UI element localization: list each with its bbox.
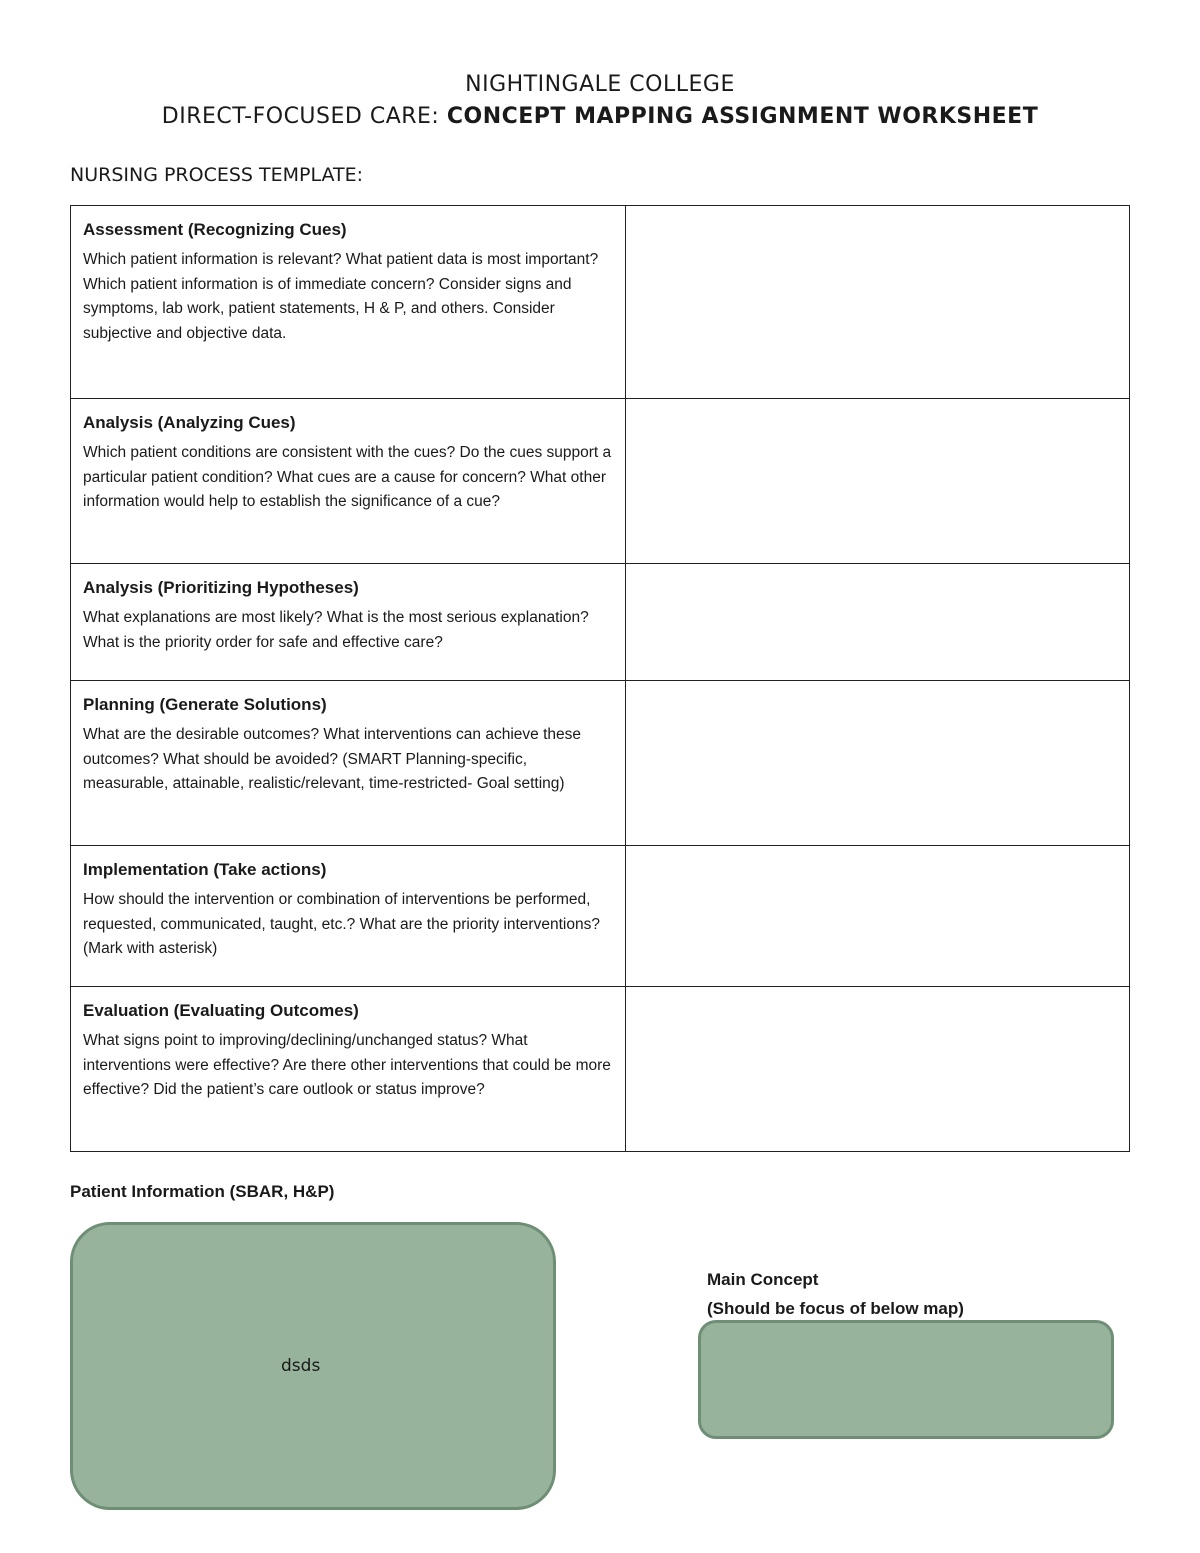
section-heading: Analysis (Prioritizing Hypotheses) <box>83 578 359 597</box>
main-concept-label <box>707 1265 964 1323</box>
table-row <box>71 987 1130 1152</box>
patient-info-content: dsds <box>281 1356 321 1376</box>
section-prompt: How should the intervention or combination of interventions be performed, requested, communicated, taught, etc.? What are the priority interventions? (Mark with asterisk) <box>83 891 600 957</box>
patient-info-label: Patient Information (SBAR, H&P) <box>70 1182 335 1201</box>
nursing-process-table <box>70 205 1130 1152</box>
answer-cell[interactable] <box>626 681 1130 846</box>
section-heading: Assessment (Recognizing Cues) <box>83 220 347 239</box>
main-concept-title: Main Concept <box>707 1270 819 1289</box>
question-cell <box>71 987 626 1152</box>
section-heading: Planning (Generate Solutions) <box>83 695 327 714</box>
answer-cell[interactable] <box>626 987 1130 1152</box>
worksheet-title-main: CONCEPT MAPPING ASSIGNMENT WORKSHEET <box>446 104 1039 129</box>
question-cell <box>71 846 626 987</box>
question-cell <box>71 206 626 399</box>
table-row <box>71 399 1130 564</box>
answer-cell[interactable] <box>626 846 1130 987</box>
question-cell <box>71 399 626 564</box>
main-concept-hint: (Should be focus of below map) <box>707 1299 964 1318</box>
section-prompt: Which patient conditions are consistent with the cues? Do the cues support a particular patient condition? What cues are a cause for concern? What other information would help to establish the significance of a cue? <box>83 444 612 510</box>
question-cell <box>71 681 626 846</box>
answer-cell[interactable] <box>626 564 1130 681</box>
section-heading: Evaluation (Evaluating Outcomes) <box>83 1001 359 1020</box>
section-prompt: Which patient information is relevant? What patient data is most important? Which patient information is of immediate concern? Consider signs and symptoms, lab work, patient statements, H & P, and others. Consider subjective and objective data. <box>83 251 599 342</box>
table-row <box>71 564 1130 681</box>
table-row <box>71 681 1130 846</box>
worksheet-title <box>0 104 1200 129</box>
table-row <box>71 846 1130 987</box>
section-heading: Analysis (Analyzing Cues) <box>83 413 296 432</box>
template-label: NURSING PROCESS TEMPLATE: <box>70 164 364 186</box>
main-concept-box[interactable] <box>698 1320 1114 1439</box>
worksheet-title-prefix: DIRECT-FOCUSED CARE: <box>161 104 447 129</box>
question-cell <box>71 564 626 681</box>
section-prompt: What are the desirable outcomes? What interventions can achieve these outcomes? What should be avoided? (SMART Planning-specific, measurable, attainable, realistic/relevant, time-restricted- Goal setting) <box>83 726 581 792</box>
section-heading: Implementation (Take actions) <box>83 860 327 879</box>
answer-cell[interactable] <box>626 206 1130 399</box>
table-row <box>71 206 1130 399</box>
section-prompt: What signs point to improving/declining/unchanged status? What interventions were effective? Are there other interventions that could be more effective? Did the patient’s care outlook or status improve? <box>83 1032 611 1098</box>
answer-cell[interactable] <box>626 399 1130 564</box>
section-prompt: What explanations are most likely? What is the most serious explanation? What is the priority order for safe and effective care? <box>83 609 589 651</box>
college-title: NIGHTINGALE COLLEGE <box>465 72 735 97</box>
